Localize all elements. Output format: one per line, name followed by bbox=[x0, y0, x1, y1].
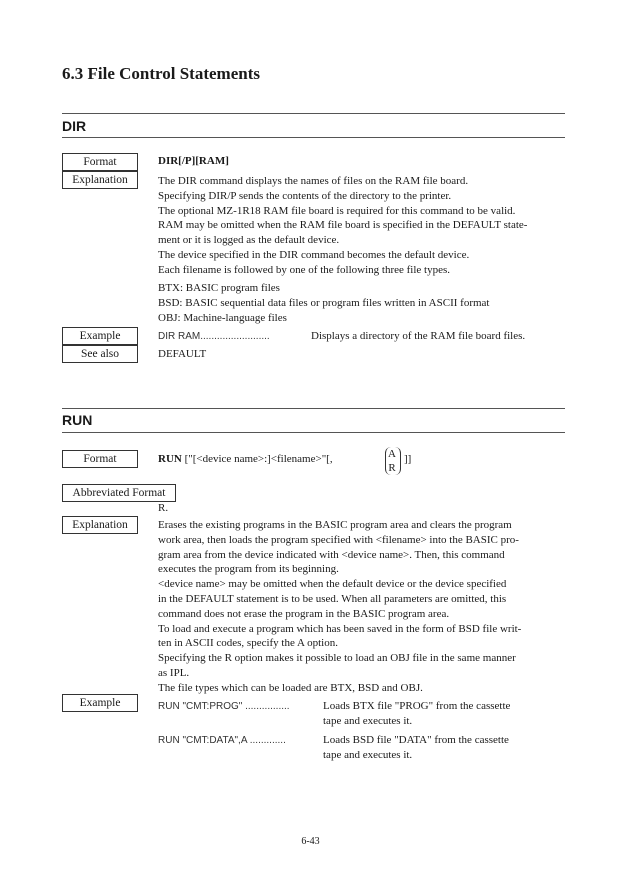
run-heading: RUN bbox=[62, 412, 93, 428]
dir-see-also-label: See also bbox=[62, 345, 138, 363]
dir-explanation-line: The optional MZ-1R18 RAM file board is required for this command to be valid. bbox=[158, 204, 516, 217]
run-args: ["[<device name>:]<filename>"[, bbox=[184, 453, 333, 465]
file-type-item: BSD: BASIC sequential data files or program files written in ASCII format bbox=[158, 296, 490, 309]
run-example-description bbox=[323, 699, 510, 729]
run-example-label: Example bbox=[62, 694, 138, 712]
run-example-desc-line: Loads BSD file "DATA" from the cassette bbox=[323, 734, 509, 746]
run-example-code: RUN "CMT:DATA",A ............. bbox=[158, 735, 286, 746]
run-explanation-line: in the DEFAULT statement is to be used. When all parameters are omitted, this bbox=[158, 592, 507, 605]
dir-example-code: DIR RAM......................... bbox=[158, 331, 270, 342]
run-format-close: ]] bbox=[404, 453, 412, 465]
file-type-item: BTX: BASIC program files bbox=[158, 282, 280, 294]
run-explanation bbox=[158, 518, 521, 696]
dir-example-description: Displays a directory of the RAM file board files. bbox=[311, 330, 526, 342]
dir-top-rule bbox=[62, 113, 565, 114]
dir-explanation-line: The DIR command displays the names of files on the RAM file board. bbox=[158, 175, 469, 187]
option-a: A bbox=[388, 448, 396, 460]
run-explanation-line: ten in ASCII codes, specify the A option. bbox=[158, 637, 338, 650]
dir-explanation bbox=[158, 174, 527, 278]
run-abbreviated-value: R. bbox=[158, 502, 169, 514]
run-explanation-line: To load and execute a program which has been saved in the form of BSD file writ- bbox=[158, 622, 522, 635]
dir-heading: DIR bbox=[62, 118, 87, 134]
run-explanation-line: command does not erase the program in the BASIC program area. bbox=[158, 607, 450, 620]
page-number: 6-43 bbox=[301, 836, 320, 847]
file-type-item: OBJ: Machine-language files bbox=[158, 311, 287, 324]
dir-explanation-line: ment or it is logged as the default device. bbox=[158, 234, 340, 247]
dir-explanation-line: Specifying DIR/P sends the contents of the directory to the printer. bbox=[158, 189, 452, 202]
run-explanation-line: The file types which can be loaded are BTX, BSD and OBJ. bbox=[158, 681, 423, 694]
dir-explanation-label: Explanation bbox=[62, 171, 138, 189]
dir-format-syntax: DIR[/P][RAM] bbox=[158, 155, 229, 167]
run-top-rule bbox=[62, 408, 565, 409]
run-keyword: RUN bbox=[158, 453, 182, 465]
run-explanation-label: Explanation bbox=[62, 516, 138, 534]
run-example-desc-line: tape and executes it. bbox=[323, 748, 413, 761]
run-abbreviated-label: Abbreviated Format bbox=[62, 484, 176, 502]
dir-example-label: Example bbox=[62, 327, 138, 345]
option-r: R bbox=[388, 462, 396, 474]
dir-explanation-line: RAM may be omitted when the RAM file board is specified in the DEFAULT state- bbox=[158, 219, 528, 232]
run-example-description bbox=[323, 733, 509, 763]
run-example-desc-line: tape and executes it. bbox=[323, 714, 413, 727]
dir-file-types bbox=[158, 281, 489, 325]
dir-format-label: Format bbox=[62, 153, 138, 171]
run-example-code: RUN "CMT:PROG" ................ bbox=[158, 701, 290, 712]
run-explanation-line: Specifying the R option makes it possible to load an OBJ file in the same manner bbox=[158, 652, 516, 665]
run-explanation-line: work area, then loads the program specified with <filename> into the BASIC pro- bbox=[158, 533, 519, 546]
run-explanation-line: as IPL. bbox=[158, 666, 190, 679]
run-example-desc-line: Loads BTX file "PROG" from the cassette bbox=[323, 700, 511, 712]
dir-see-also-value: DEFAULT bbox=[158, 348, 207, 360]
run-format-syntax bbox=[158, 452, 333, 467]
run-bottom-rule bbox=[62, 432, 565, 433]
dir-explanation-line: Each filename is followed by one of the following three file types. bbox=[158, 263, 451, 276]
run-explanation-line: executes the program from its beginning. bbox=[158, 563, 339, 576]
dir-bottom-rule bbox=[62, 137, 565, 138]
dir-explanation-line: The device specified in the DIR command becomes the default device. bbox=[158, 248, 470, 261]
run-explanation-line: gram area from the device indicated with <device name>. Then, this command bbox=[158, 548, 505, 561]
run-explanation-line: Erases the existing programs in the BASIC program area and clears the program bbox=[158, 519, 512, 531]
run-format-label: Format bbox=[62, 450, 138, 468]
section-title: 6.3 File Control Statements bbox=[62, 64, 260, 83]
run-explanation-line: <device name> may be omitted when the default device or the device specified bbox=[158, 578, 507, 591]
